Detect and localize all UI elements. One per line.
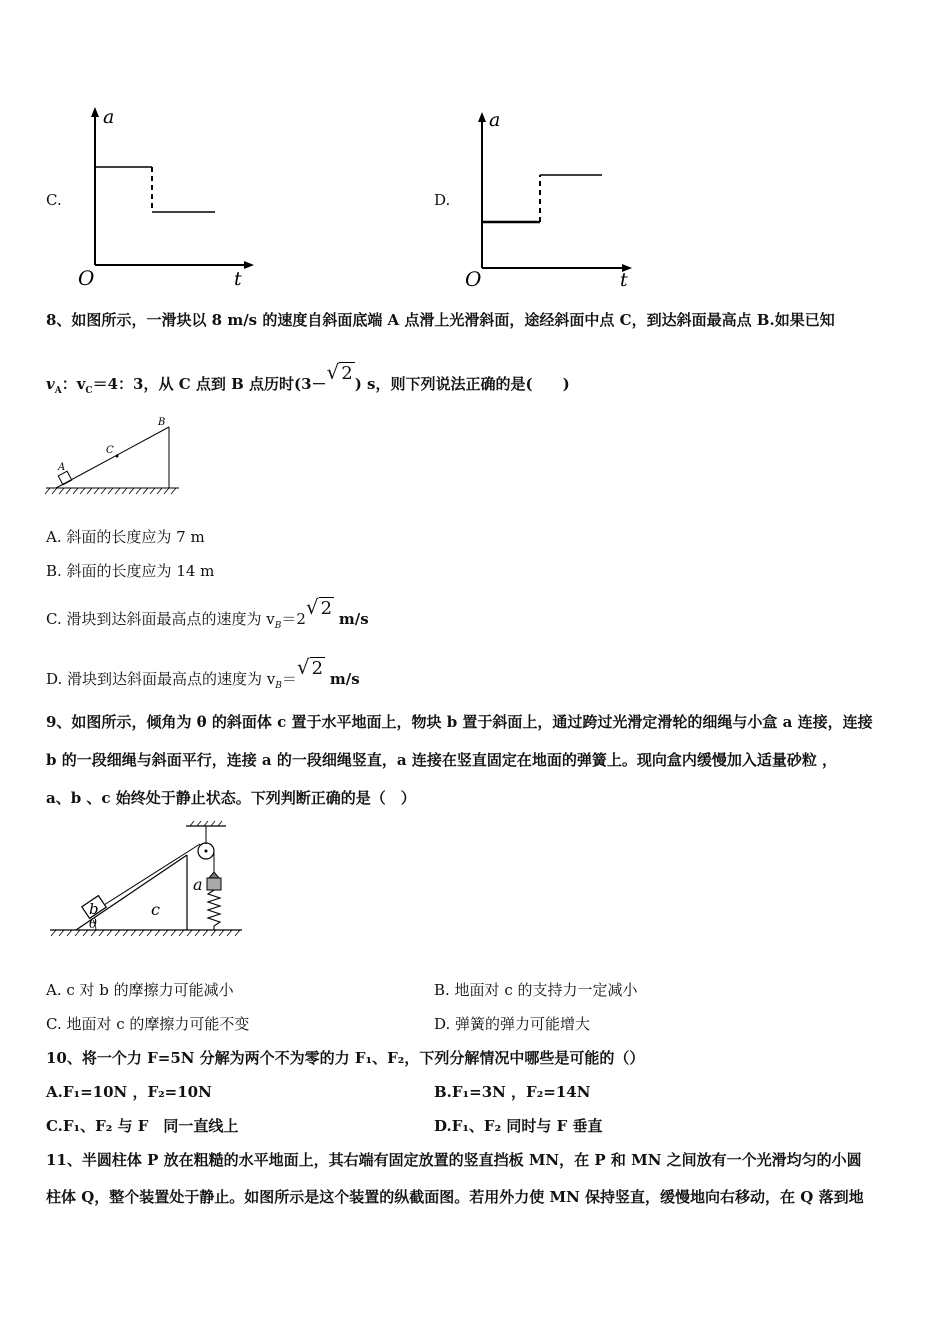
fig-label-b: B — [158, 417, 166, 428]
fig-label-a: a — [193, 875, 203, 894]
fig-label-c: c — [151, 900, 160, 919]
graph-d-axis-y: a — [489, 109, 501, 131]
q9-option-b: B. 地面对 c 的支持力一定减小 — [434, 981, 638, 999]
sqrt-symbol: √ 2 — [305, 595, 333, 619]
graph-c-axis-x: t — [234, 268, 242, 290]
q8-option-b: B. 斜面的长度应为 14 m — [46, 562, 215, 580]
q8-option-a: A. 斜面的长度应为 7 m — [46, 528, 205, 546]
q9-line1: 9、如图所示，倾角为 θ 的斜面体 c 置于水平地面上，物块 b 置于斜面上，通过跨过光滑定滑轮的细绳与小盒 a 连接，连接 — [46, 713, 873, 731]
graph-d-origin: O — [465, 267, 482, 291]
sqrt-symbol: √ 2 — [326, 360, 353, 384]
q11-line2: 柱体 Q，整个装置处于静止。如图所示是这个装置的纵截面图。若用外力使 MN 保持竖直，缓慢地向右移动，在 Q 落到地 — [46, 1188, 864, 1206]
fig-label-theta: θ — [89, 917, 97, 932]
option-d-label: D. — [434, 191, 451, 209]
graph-c-origin: O — [78, 266, 95, 290]
graph-d-axis-x: t — [620, 269, 628, 291]
fig-label-a: A — [58, 462, 66, 473]
q10-option-b: B.F₁=3N ，F₂=14N — [434, 1083, 591, 1101]
q8-line1: 8、如图所示，一滑块以 8 m/s 的速度自斜面底端 A 点滑上光滑斜面，途经斜面中点 C，到达斜面最高点 B.如果已知 — [46, 311, 835, 329]
q9-line3: a、b 、c 始终处于静止状态。下列判断正确的是（ ） — [46, 789, 416, 807]
graph-c-axis-y: a — [103, 106, 115, 128]
incline-figure — [44, 415, 184, 500]
q10-option-a: A.F₁=10N ，F₂=10N — [46, 1083, 212, 1101]
q11-line1: 11、半圆柱体 P 放在粗糙的水平地面上，其右端有固定放置的竖直挡板 MN，在 P 和 MN 之间放有一个光滑均匀的小圆 — [46, 1151, 862, 1169]
q9-option-c: C. 地面对 c 的摩擦力可能不变 — [46, 1015, 250, 1033]
q9-option-a: A. c 对 b 的摩擦力可能减小 — [46, 981, 234, 999]
graph-d — [460, 108, 650, 293]
option-c-label: C. — [46, 191, 62, 209]
q8-option-d: D. 滑块到达斜面最高点的速度为 $v_B=√$ 2 m/s — [46, 655, 360, 691]
q9-line2: b 的一段细绳与斜面平行，连接 a 的一段细绳竖直，a 连接在竖直固定在地面的弹簧上。现向盒内缓慢加入适量砂粒 ， — [46, 751, 838, 769]
q10-option-c: C.F₁、F₂ 与 F 同一直线上 — [46, 1117, 239, 1135]
q10-option-d: D.F₁、F₂ 同时与 F 垂直 — [434, 1117, 603, 1135]
q9-option-d: D. 弹簧的弹力可能增大 — [434, 1015, 591, 1033]
fig-label-b: b — [89, 900, 99, 918]
sqrt-symbol: √ 2 — [296, 655, 324, 679]
graph-c — [70, 105, 260, 290]
fig-label-c: C — [106, 445, 114, 456]
q8-line2: $v_A$：$v_C=4$：3，从 C 点到 B 点历时(3－√ 2 ) s，则下列说法正确的是( ) — [46, 360, 570, 396]
q8-option-c: C. 滑块到达斜面最高点的速度为 $v_B=2√$ 2 m/s — [46, 595, 369, 631]
q10-line1: 10、将一个力 F=5N 分解为两个不为零的力 F₁、F₂，下列分解情况中哪些是可能的（） — [46, 1049, 645, 1067]
pulley-figure — [46, 818, 246, 946]
